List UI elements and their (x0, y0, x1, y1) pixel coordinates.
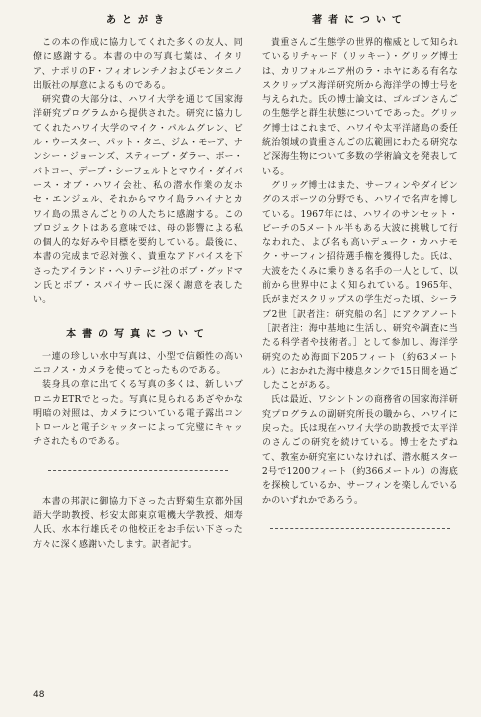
author-paragraph-1: 貴重さんご生態学の世界的権威として知られているリチャード（リッキー）・グリッグ博士は、カリフォルニア州のラ・ホヤにある有名なスクリップス海洋研究所から海洋学の博士号を与えられた。氏の博士論文は、ゴルゴンさんごの生態学と群生状態についてであった。グリッグ博士はこれまで、ハワイや太平洋諸島の委任統治領域の貴重さんごの広範囲にわたる研究など深海生物について多数の学術論文を発表している。 (262, 38, 458, 177)
photos-paragraph-1: 一連の珍しい水中写真は、小型で信頼性の高いニコノス・カメラを使ってとったものである。 (33, 351, 243, 376)
photos-heading: 本書の写真について (66, 328, 210, 340)
right-column (262, 14, 458, 529)
section-divider-right (270, 528, 450, 529)
author-paragraph-2: グリッグ博士はまた、サーフィンやダイビングのスポーツの分野でも、ハワイで名声を博している。1967年には、ハワイのサンセット・ビーチの5メートル半もある大波に挑戦して行なわれた、よび名も高いデューク・カハナモク・サーフィン招待選手権を獲得した。氏は、大波をたくみに乗りきる名手の一人として、以前から世界中によく知られている。1965年、氏がまだスクリップスの学生だった頃、シーラブ2世［訳者注：研究船の名］にアクアノート［訳者注：海中基地に生活し、研究や調査に当たる科学者や技術者。］として参加し、海洋学研究のため海面下205フィート（約63メートル）におかれた海中棲息タンクで15日間を過ごしたことがある。 (262, 180, 458, 392)
author-heading: 著者について (312, 15, 408, 26)
left-column (33, 14, 243, 552)
afterword-paragraph-2: 研究費の大部分は、ハワイ大学を通じて国家海洋研究プログラムから提供された。研究に協力してくれたハワイ大学のマイク・パルムグレン、ビル・ウースター、パット・タニ、ジム・モーア、ナンシー・ジョーンズ、スティーブ・ダラー、ボー・バトコー、デーブ・シーフェルトとマウイ・ダイバース・オブ・ハワイ会社、私の潜水作業の友ホセ・エンジェル、それからマウイ島ラハイナとカワイ島の黒さんごとりの人たちに感謝する。このプロジェクトはある意味では、母の影響による私の個人的な好みや目標を要約している。最後に、本書の完成まで忍対強く、貴重なアドバイスを下さったアイランド・ヘリテージ社のボブ・グッドマン氏とボブ・スパイサー氏に深く謝意を表したい。 (33, 95, 243, 306)
afterword-heading: あとがき (106, 15, 170, 26)
page-number: 48 (33, 690, 45, 700)
author-paragraph-3: 氏は最近、ワシントンの商務省の国家海洋研究プログラムの副研究所長の職から、ハワイに戻った。氏は現在ハワイ大学の助教授で太平洋のさんごの研究を続けている。博士をたずねて、教室か研究室にいなければ、潜水艇スター2号で1200フィート（約366メートル）の海底を探検しているか、サーフィンを楽しんでいるかのいずれかであろう。 (262, 395, 458, 506)
afterword-paragraph-1: この本の作成に協力してくれた多くの友人、同僚に感謝する。本書の中の写真七葉は、イタリア、ナポリのF・フィオレンチノおよびモンタニノ出版社の厚意によるものである。 (33, 38, 243, 91)
photos-paragraph-2: 装身具の章に出てくる写真の多くは、新しいブロニカETRでとった。写真に見られるあざやかな明暗の対照は、カメラについている電子露出コントロールと電子シャッターによって完璧にキャッチされたものである。 (33, 380, 243, 448)
translator-note: 本書の邦訳に御協力下さった古野菊生京都外国語大学助教授、杉安太郎東京電機大学教授、畑寿人氏、水本行雄氏その他校正をお手伝い下さった方々に深く感謝いたします。訳者記す。 (33, 496, 243, 550)
